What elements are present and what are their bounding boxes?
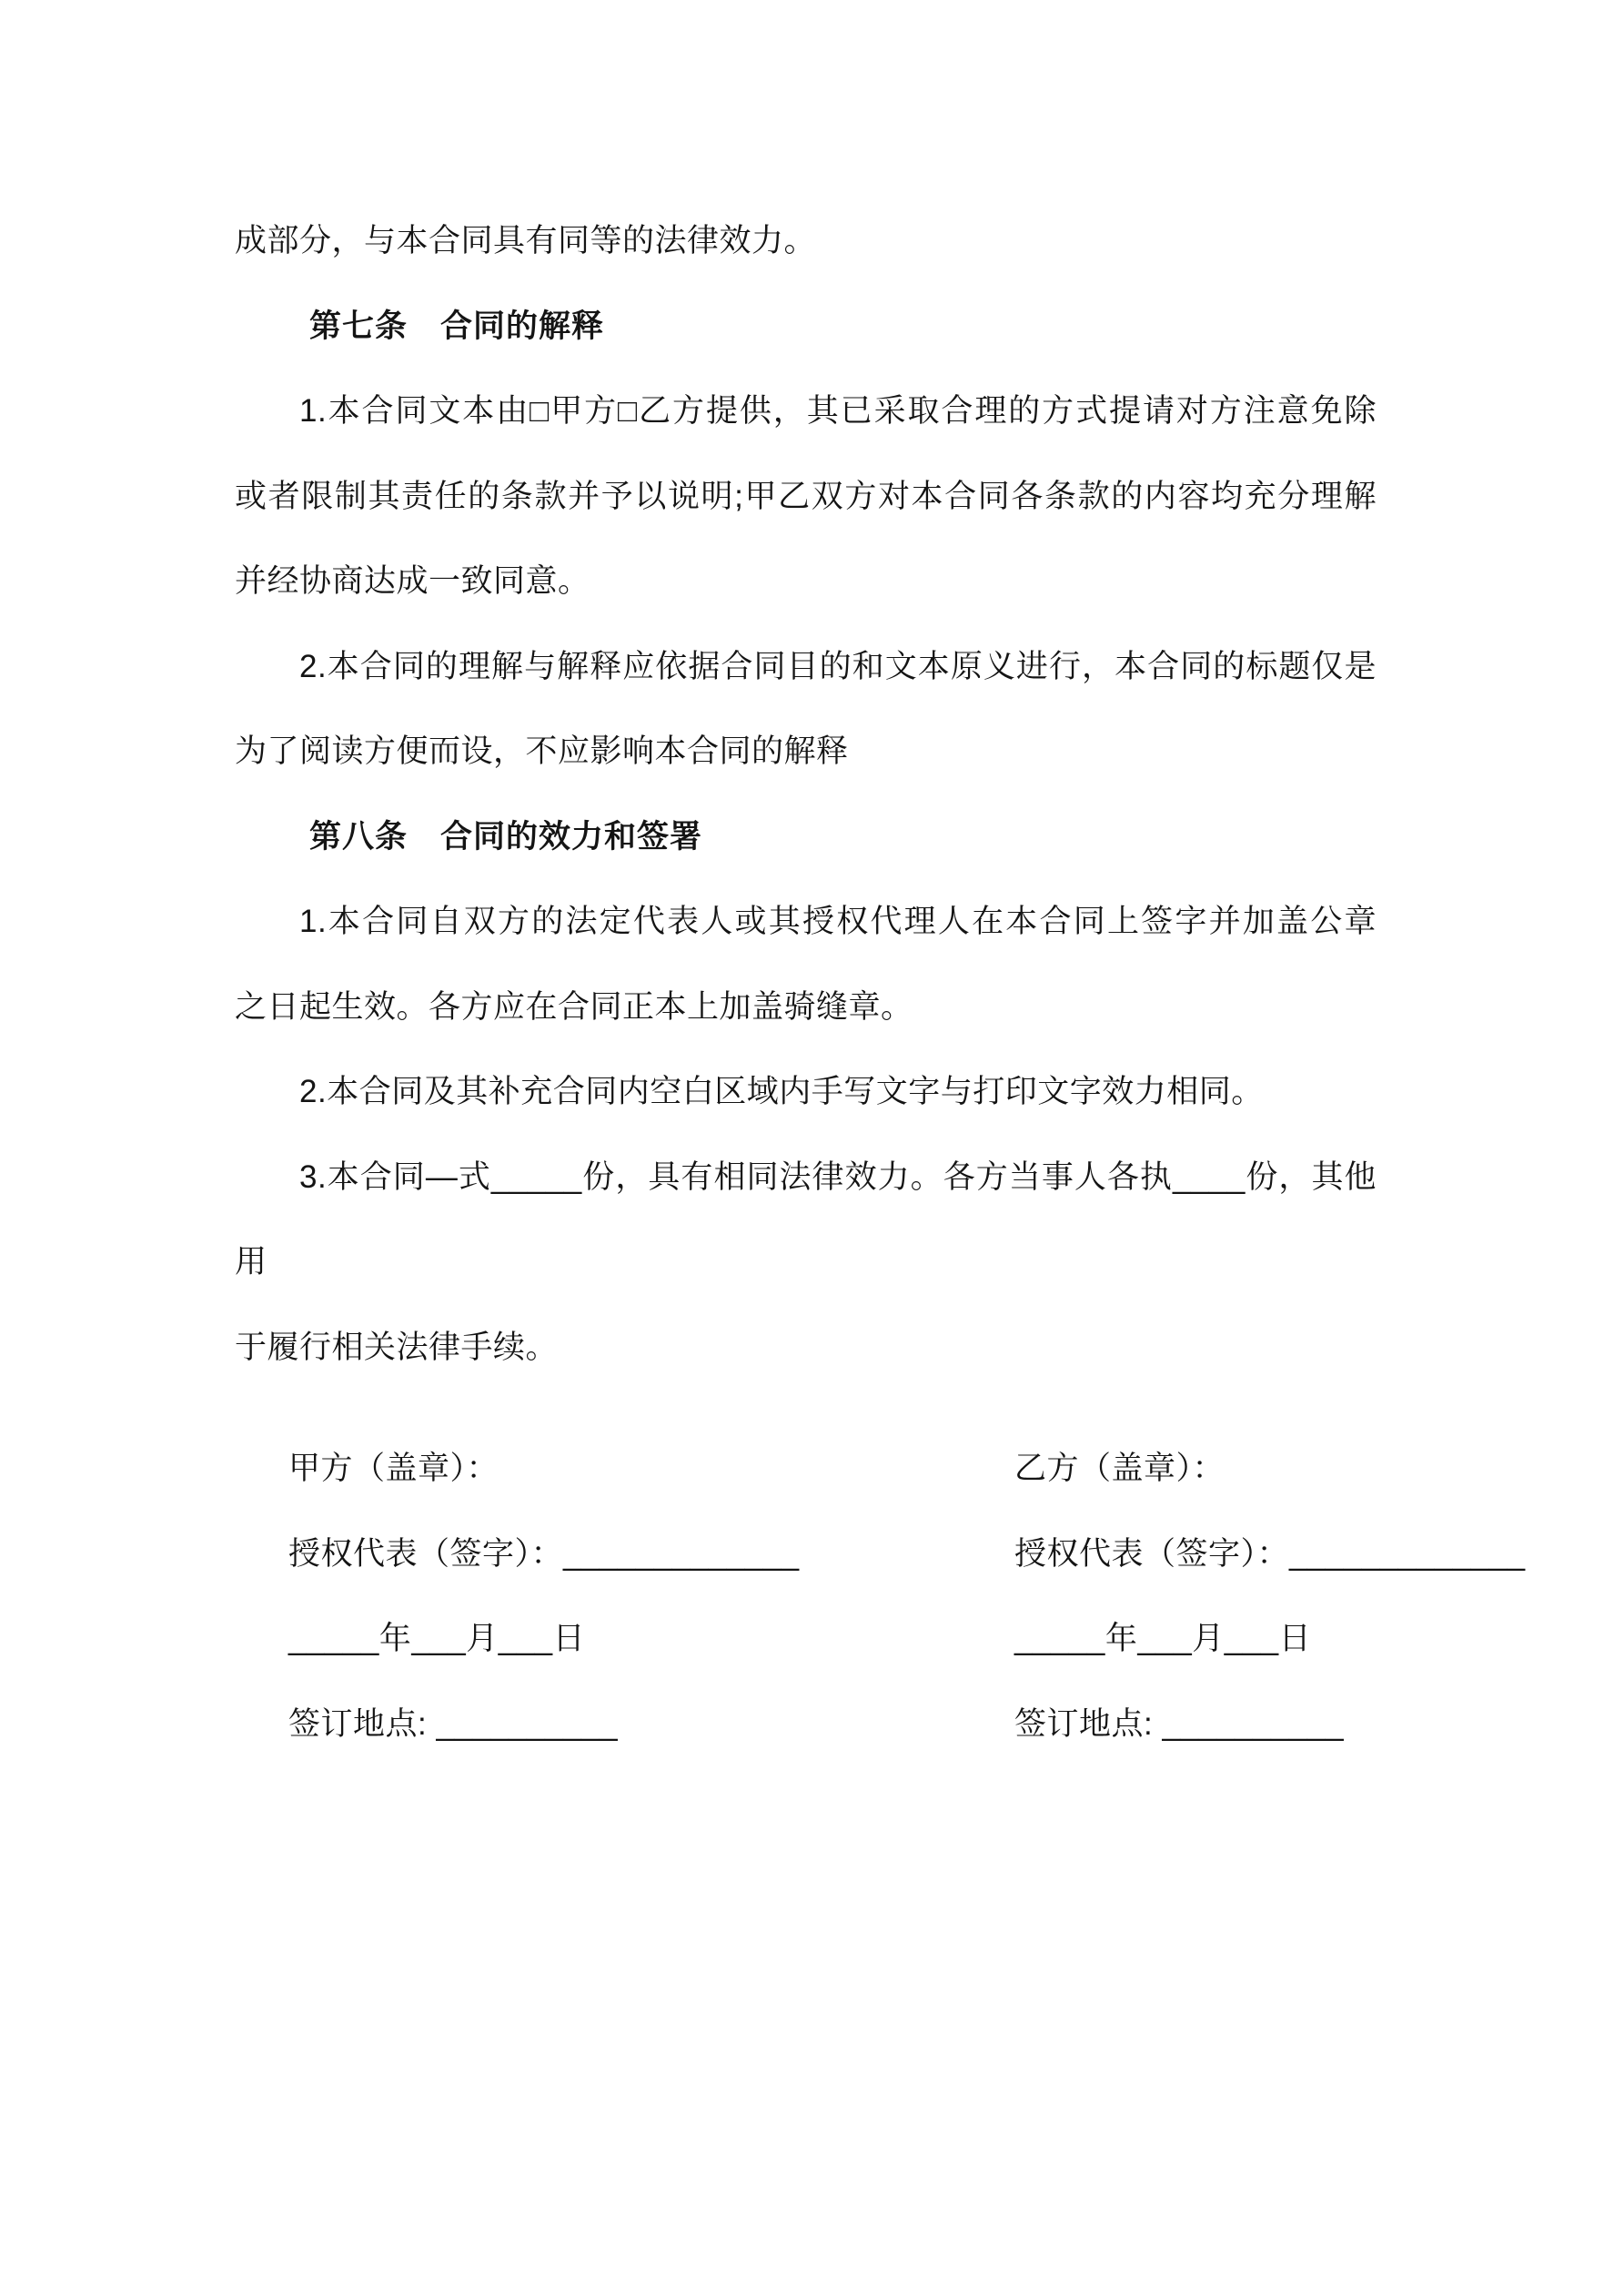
- party-a-place-line: 签订地点: __________: [288, 1705, 619, 1742]
- paragraph-closing-fragment: 成部分，与本合同具有同等的法律效力。: [235, 223, 817, 258]
- article8-clause3-line2: 于履行相关法律手续。: [235, 1329, 559, 1365]
- article8-clause1-line1: 1.本合同自双方的法定代表人或其授权代理人在本合同上签字并加盖公章: [299, 904, 1377, 939]
- article8-clause2-line1: 2.本合同及其补充合同内空白区域内手写文字与打印文字效力相同。: [299, 1074, 1264, 1109]
- article7-clause1-line3: 并经协商达成一致同意。: [235, 563, 590, 599]
- party-a-representative-line: 授权代表（签字）：_____________: [288, 1535, 800, 1572]
- party-a-date-line: _____年___月___日: [288, 1621, 586, 1656]
- article8-clause1-line2: 之日起生效。各方应在合同正本上加盖骑缝章。: [235, 988, 913, 1025]
- article8-clause3-line1: 3.本合同—式_____份，具有相同法律效力。各方当事人各执____份，其他用: [235, 1158, 1377, 1279]
- party-b-date-line: _____年___月___日: [1014, 1621, 1312, 1656]
- party-a-seal-label: 甲方（盖章）：: [288, 1451, 499, 1486]
- article7-clause2-line1: 2.本合同的理解与解释应依据合同目的和文本原义进行，本合同的标题仅是: [299, 648, 1377, 684]
- article7-clause1-line1: 1.本合同文本由□甲方□乙方提供，其已采取合理的方式提请对方注意免除: [299, 393, 1377, 429]
- signature-section: [288, 1426, 1526, 1766]
- article7-clause1-line2: 或者限制其责任的条款并予以说明;甲乙双方对本合同各条款的内容均充分理解: [235, 478, 1377, 514]
- party-b-place-line: 签订地点: __________: [1014, 1705, 1345, 1742]
- party-b-representative-line: 授权代表（签字）：_____________: [1014, 1535, 1526, 1572]
- article7-clause2-line2: 为了阅读方便而设，不应影响本合同的解释: [235, 733, 849, 769]
- party-b-seal-label: 乙方（盖章）：: [1014, 1451, 1226, 1486]
- contract-body: [235, 198, 1526, 1766]
- party-a-signature-block: [288, 1426, 1014, 1766]
- party-b-signature-block: [1014, 1426, 1526, 1766]
- article-7-heading: 第七条 合同的解释: [309, 308, 605, 344]
- article-8-heading: 第八条 合同的效力和签署: [309, 818, 703, 855]
